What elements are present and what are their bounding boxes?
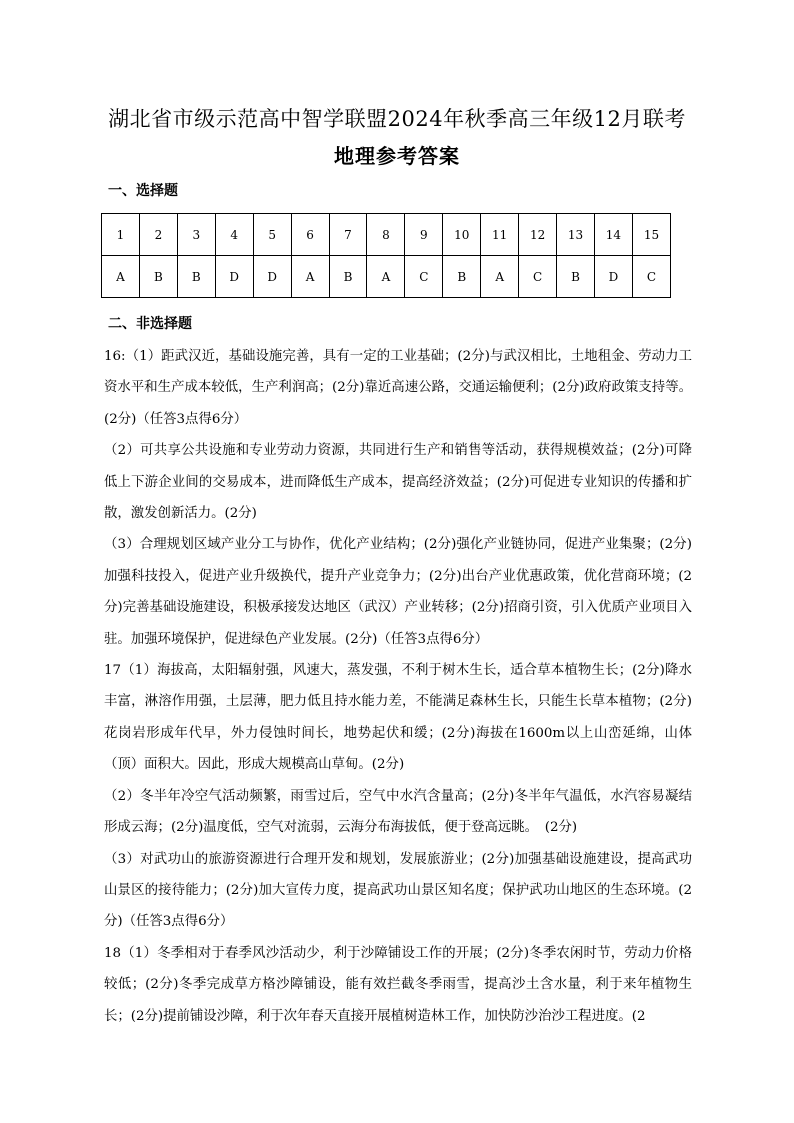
answer-paragraph-18-1: 18（1）冬季相对于春季风沙活动少，利于沙障铺设工作的开展；(2分)冬季农闲时节，劳动力价格较低；(2分)冬季完成草方格沙障铺设，能有效拦截冬季雨雪，提高沙土含水量，利于来年植物生长；(2分)提前铺设沙障，利于次年春天直接开展植树造林工作，加快防沙治沙工程进度。(2 [104,945,692,1024]
question-number-row [102,214,671,256]
answer-cell: B [443,256,481,298]
answer-cell: B [139,256,177,298]
question-number: 14 [594,214,632,256]
question-number: 12 [519,214,557,256]
question-number: 13 [557,214,595,256]
question-number: 11 [481,214,519,256]
question-number: 6 [291,214,329,256]
document-subtitle: 地理参考答案 [334,144,460,168]
answer-paragraph-17-1: 17（1）海拔高，太阳辐射强，风速大，蒸发强，不利于树木生长，适合草本植物生长；(2分)降水丰富，淋溶作用强，土层薄，肥力低且持水能力差，不能满足森林生长，只能生长草本植物；(2分)花岗岩形成年代早，外力侵蚀时间长，地势起伏和缓；(2分)海拔在1600m以上山峦延绵，山体（顶）面积大。因此，形成大规模高山草甸。(2分) [104,663,692,773]
answer-cell: A [481,256,519,298]
answer-cell: D [253,256,291,298]
document-title: 湖北省市级示范高中智学联盟2024年秋季高三年级12月联考 [108,107,686,131]
question-number: 9 [405,214,443,256]
answer-cell: C [519,256,557,298]
answer-paragraph-16-1: 16:（1）距武汉近，基础设施完善，具有一定的工业基础；(2分)与武汉相比，土地租金、劳动力工资水平和生产成本较低，生产利润高；(2分)靠近高速公路，交通运输便利；(2分)政府政策支持等。(2分)（任答3点得6分） [104,349,692,427]
answer-table [101,213,671,298]
answer-row [102,256,671,298]
question-number: 10 [443,214,481,256]
question-number: 2 [139,214,177,256]
answer-paragraph-17-2: （2）冬半年冷空气活动频繁，雨雪过后，空气中水汽含量高；(2分)冬半年气温低，水汽容易凝结形成云海；(2分)温度低，空气对流弱，云海分布海拔低，便于登高远眺。 (2分) [104,788,692,836]
answer-paragraph-16-3: （3）合理规划区域产业分工与协作，优化产业结构；(2分)强化产业链协同，促进产业集聚；(2分)加强科技投入，促进产业升级换代，提升产业竞争力；(2分)出台产业优惠政策，优化营商环境；(2分)完善基础设施建设，积极承接发达地区（武汉）产业转移；(2分)招商引资，引入优质产业项目入驻。加强环境保护，促进绿色产业发展。(2分)（任答3点得6分） [104,537,692,647]
answer-cell: D [594,256,632,298]
answer-cell: A [291,256,329,298]
answer-paragraph-17-3: （3）对武功山的旅游资源进行合理开发和规划，发展旅游业；(2分)加强基础设施建设，提高武功山景区的接待能力；(2分)加大宣传力度，提高武功山景区知名度；保护武功山地区的生态环境。(2分)（任答3点得6分） [104,851,692,930]
section-heading-choice: 一、选择题 [108,183,178,199]
section-heading-non-choice: 二、非选择题 [108,316,192,332]
answer-cell: B [557,256,595,298]
answer-paragraph-16-2: （2）可共享公共设施和专业劳动力资源，共同进行生产和销售等活动，获得规模效益；(2分)可降低上下游企业间的交易成本，进而降低生产成本，提高经济效益；(2分)可促进专业知识的传播和扩散，激发创新活力。(2分) [104,443,692,522]
answer-cell: D [215,256,253,298]
question-number: 1 [102,214,140,256]
question-number: 5 [253,214,291,256]
question-number: 4 [215,214,253,256]
answer-cell: A [367,256,405,298]
question-number: 3 [177,214,215,256]
answer-cell: B [329,256,367,298]
question-number: 7 [329,214,367,256]
answer-cell: C [632,256,670,298]
question-number: 8 [367,214,405,256]
question-number: 15 [632,214,670,256]
answer-cell: B [177,256,215,298]
answer-content [104,341,692,1032]
answer-cell: C [405,256,443,298]
answer-cell: A [102,256,140,298]
